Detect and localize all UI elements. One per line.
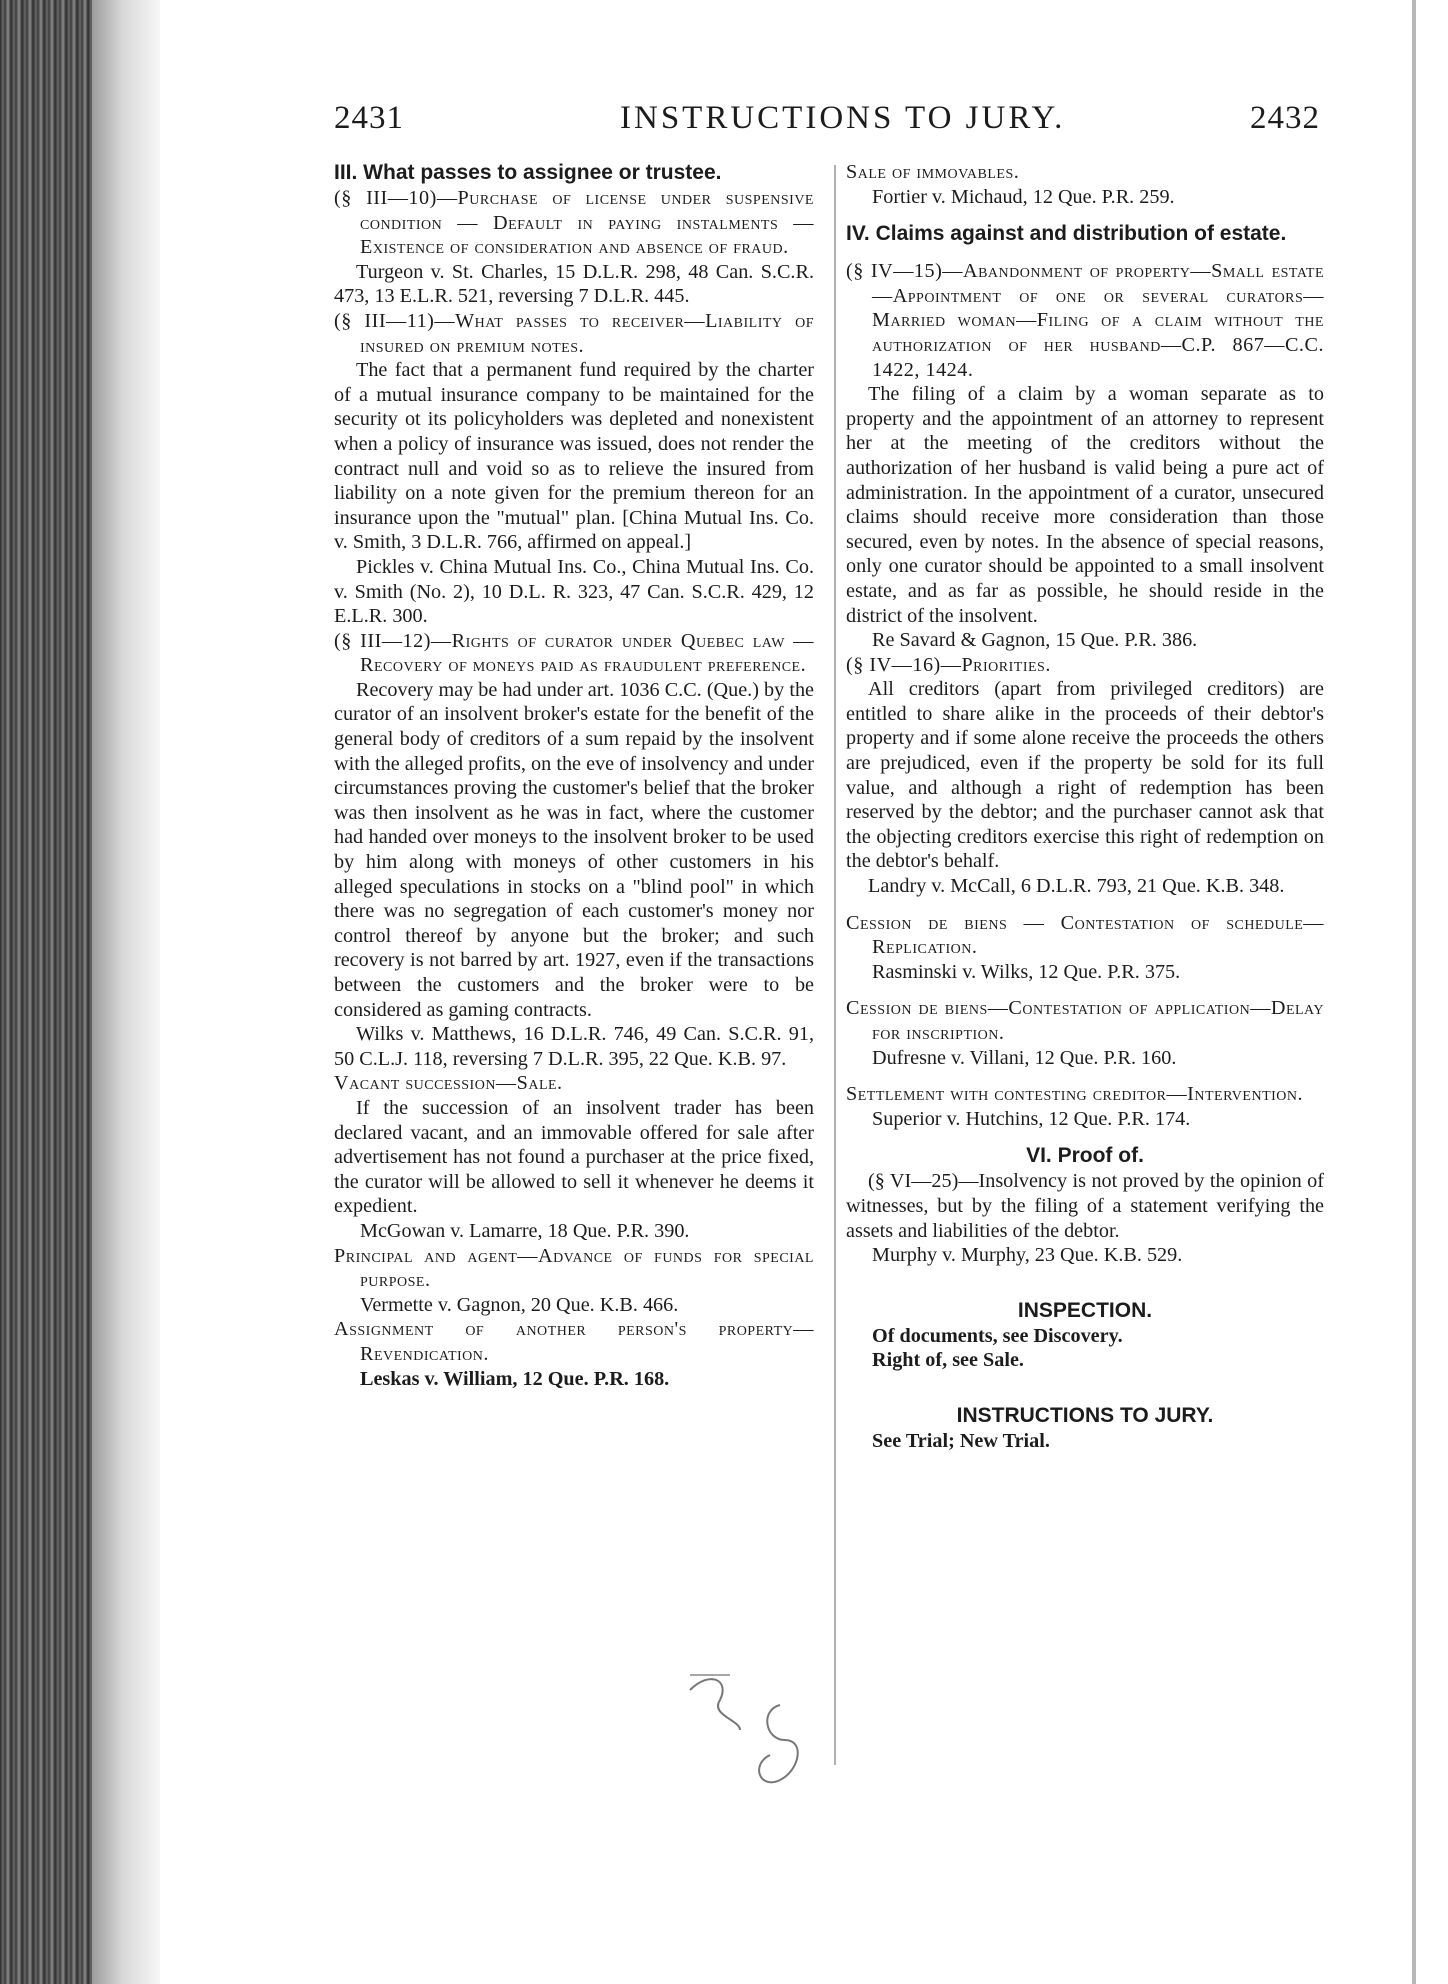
index-heading: INSPECTION.	[1017, 1298, 1153, 1322]
paragraph-heading: (§ III—10)—Purchase of license under suspensive condition — Default in paying instalments — Existence of consideration and absence of fraud.	[334, 187, 814, 259]
cross-reference: See Trial; New Trial.	[872, 1429, 1050, 1452]
page-number-right: 2432	[1250, 100, 1320, 136]
running-title: INSTRUCTIONS TO JURY.	[620, 100, 1066, 136]
citation: Turgeon v. St. Charles, 15 D.L.R. 298, 48 Can. S.C.R. 473, 13 E.L.R. 521, reversing 7 D.L.R. 445.	[334, 260, 814, 308]
paragraph-heading: (§ IV—16)—Priorities.	[846, 653, 1051, 676]
citation: Fortier v. Michaud, 12 Que. P.R. 259.	[872, 185, 1175, 208]
paragraph-heading: Vacant succession—Sale.	[334, 1072, 563, 1095]
paragraph-body: The fact that a permanent fund required by the charter of a mutual insurance company to be maintained for the security ot its policyholders was depleted and nonexistent when a policy of insurance was issued, does not render the contract null and void so as to relieve the insured from liability on a note given for the premium thereon for an insurance upon the "mutual" plan. [China Mutual Ins. Co. v. Smith, 3 D.L.R. 766, affirmed on appeal.]	[334, 359, 814, 554]
paragraph-heading: (§ III—12)—Rights of curator under Quebec law — Recovery of moneys paid as fraudulent preference.	[334, 629, 814, 677]
paragraph-heading: Cession de biens — Contestation of schedule—Replication.	[846, 911, 1324, 959]
paragraph-body: All creditors (apart from privileged creditors) are entitled to share alike in the proceeds of their debtor's property and if some alone receive the proceeds the others are prejudiced, even if the property be sold for its full value, and although a right of redemption has been reserved by the debtor; and the purchaser cannot ask that the objecting creditors exercise this right of redemption on the debtor's behalf.	[846, 678, 1324, 873]
paragraph-body: Recovery may be had under art. 1036 C.C. (Que.) by the curator of an insolvent broker's estate for the benefit of the general body of creditors of a sum repaid by the insolvent with the alleged profits, on the eve of insolvency and under circumstances proving the customer's belief that the broker was then insolvent as he was in fact, where the customer had handed over moneys to the insolvent broker to be used by him along with moneys of other customers in his alleged speculations in stocks on a "blind pool" in which there was no segregation of each customer's money nor control thereof by anyone but the broker; and such recovery is not barred by art. 1927, even if the transactions between the customers and the broker were to be considered as gaming contracts.	[334, 678, 814, 1021]
paragraph-heading: Settlement with contesting creditor—Intervention.	[846, 1083, 1304, 1106]
citation: Dufresne v. Villani, 12 Que. P.R. 160.	[872, 1046, 1177, 1069]
cross-reference: Of documents, see Discovery.	[872, 1324, 1123, 1347]
citation: Vermette v. Gagnon, 20 Que. K.B. 466.	[360, 1293, 679, 1316]
citation: Leskas v. William, 12 Que. P.R. 168.	[360, 1367, 670, 1390]
citation: McGowan v. Lamarre, 18 Que. P.R. 390.	[360, 1219, 690, 1242]
column-divider	[834, 165, 836, 1765]
section-heading: III. What passes to assignee or trustee.	[334, 161, 722, 184]
page-gutter-shadow	[92, 0, 160, 1984]
citation: Rasminski v. Wilks, 12 Que. P.R. 375.	[872, 960, 1181, 983]
pencil-annotation	[670, 1630, 830, 1800]
paragraph-body: (§ VI—25)—Insolvency is not proved by the opinion of witnesses, but by the filing of a statement verifying the assets and liabilities of the debtor.	[846, 1170, 1324, 1242]
paragraph-heading: (§ III—11)—What passes to receiver—Liability of insured on premium notes.	[334, 309, 814, 357]
right-column	[846, 160, 1324, 1454]
paragraph-heading: Cession de biens—Contestation of application—Delay for inscription.	[846, 997, 1324, 1044]
paragraph-heading: Assignment of another person's property—Revendication.	[334, 1318, 814, 1365]
citation: Murphy v. Murphy, 23 Que. K.B. 529.	[872, 1244, 1183, 1267]
paragraph-body: The filing of a claim by a woman separate as to property and the appointment of an attorney to represent her at the meeting of the creditors without the authorization of her husband is valid being a pure act of administration. In the appointment of a curator, unsecured claims should receive more consideration than those secured, even by notes. In the absence of special reasons, only one curator should be appointed to a small insolvent estate, and as far as possible, he should reside in the district of the insolvent.	[846, 383, 1324, 627]
section-heading: IV. Claims against and distribution of estate.	[846, 222, 1287, 246]
paragraph-heading: Principal and agent—Advance of funds for special purpose.	[334, 1244, 814, 1292]
citation: Pickles v. China Mutual Ins. Co., China Mutual Ins. Co. v. Smith (No. 2), 10 D.L. R. 323, 47 Can. S.C.R. 429, 12 E.L.R. 300.	[334, 555, 814, 628]
paragraph-body: If the succession of an insolvent trader has been declared vacant, and an immovable offered for sale after advertisement has not found a purchaser at the price fixed, the curator will be allowed to sell it whenever he deems it expedient.	[334, 1096, 814, 1218]
page-number-left: 2431	[334, 100, 404, 136]
paragraph-heading: (§ IV—15)—Abandonment of property—Small estate—Appointment of one or several curators—Married woman—Filing of a claim without the authorization of her husband—C.P. 867—C.C. 1422, 1424.	[846, 260, 1324, 381]
section-heading: VI. Proof of.	[1026, 1144, 1144, 1168]
citation: Landry v. McCall, 6 D.L.R. 793, 21 Que. K.B. 348.	[868, 875, 1285, 898]
left-column	[334, 160, 814, 1391]
citation: Re Savard & Gagnon, 15 Que. P.R. 386.	[872, 629, 1198, 652]
citation: Superior v. Hutchins, 12 Que. P.R. 174.	[872, 1107, 1191, 1130]
index-heading: INSTRUCTIONS TO JURY.	[956, 1403, 1214, 1427]
citation: Wilks v. Matthews, 16 D.L.R. 746, 49 Can. S.C.R. 91, 50 C.L.J. 118, reversing 7 D.L.R. 395, 22 Que. K.B. 97.	[334, 1023, 814, 1070]
page-edge-line	[1412, 0, 1416, 1984]
paragraph-heading: Sale of immovables.	[846, 161, 1020, 183]
book-spine-edge	[0, 0, 92, 1984]
cross-reference: Right of, see Sale.	[872, 1349, 1024, 1372]
